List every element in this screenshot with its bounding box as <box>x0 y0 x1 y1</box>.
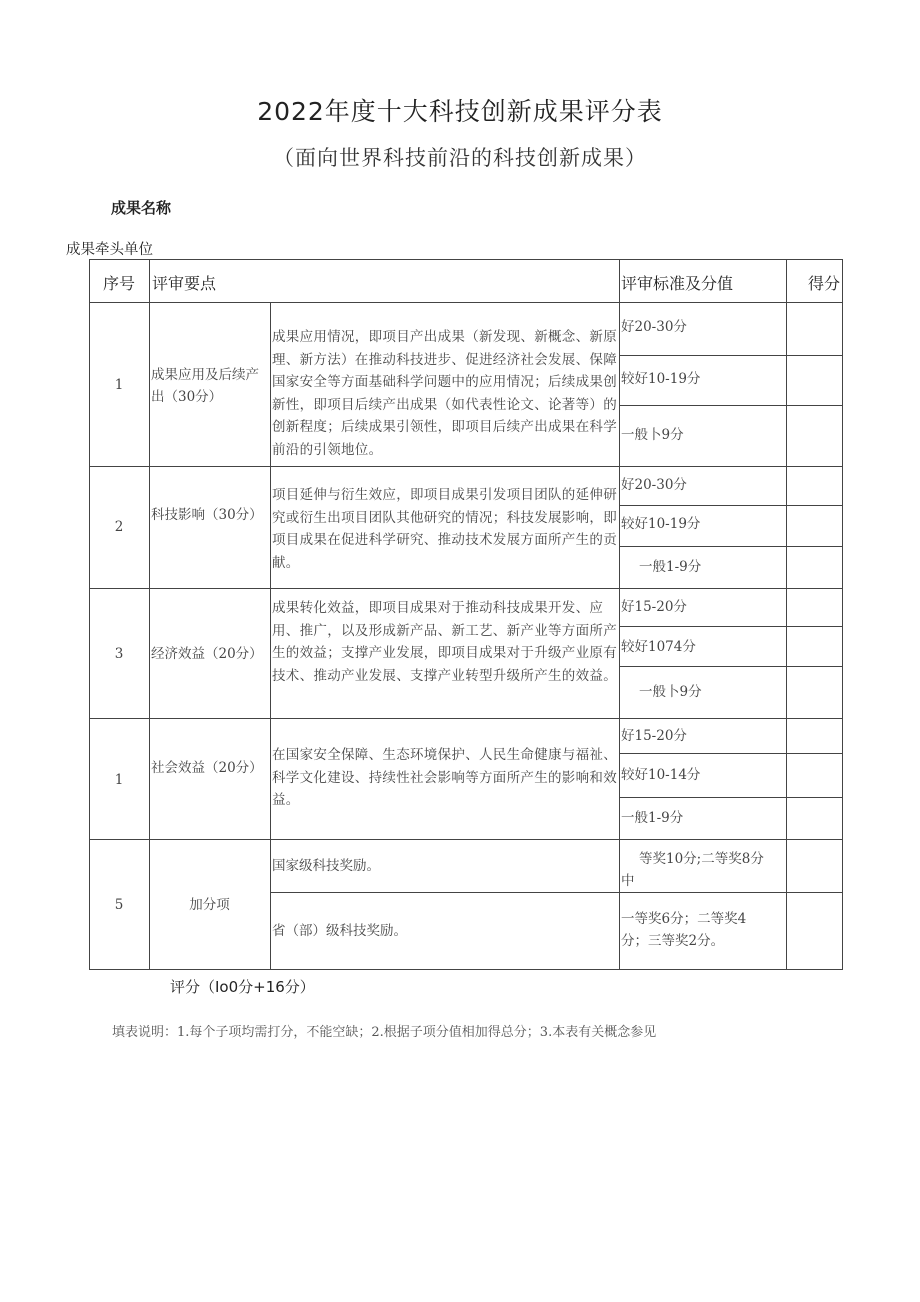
row-description: 在国家安全保障、生态环境保护、人民生命健康与福祉、科学文化建设、持续性社会影响等方面所产生的影响和效益。 <box>272 747 617 808</box>
header-seq: 序号 <box>102 274 135 293</box>
row-description: 成果应用情况，即项目产出成果（新发现、新概念、新原理、新方法）在推动科技进步、促进经济社会发展、保障国家安全等方面基础科学问题中的应用情况；后续成果创新性，即项目后续产出成果（如代表性论文、论著等）的创新程度；后续成果引领性，即项目后续产出成果在科学前沿的引领地位。 <box>272 329 617 458</box>
row-item: 经济效益（20分） <box>151 646 263 662</box>
level-fair: 较好1074分 <box>621 639 696 655</box>
total-score: 评分（Io0分+16分） <box>170 978 315 996</box>
page-subtitle: （面向世界科技前沿的科技创新成果） <box>273 146 647 170</box>
row-seq: 1 <box>114 772 124 788</box>
page-title: 2022年度十大科技创新成果评分表 <box>257 97 663 126</box>
level-fair: 较好10-19分 <box>621 516 701 532</box>
level-average: 一般卜9分 <box>621 427 684 443</box>
fill-instructions: 填表说明：1.每个子项均需打分，不能空缺；2.根据子项分值相加得总分；3.本表有关概念参见 <box>112 1025 657 1040</box>
achievement-name-label: 成果名称 <box>111 199 172 217</box>
row-description: 项目延伸与衍生效应，即项目成果引发项目团队的延伸研究或衍生出项目团队其他研究的情况；科技发展影响，即项目成果在促进科学研究、推动技术发展方面所产生的贡献。 <box>272 487 617 571</box>
bonus-provincial-desc: 省（部）级科技奖励。 <box>272 923 407 939</box>
level-average: 一般卜9分 <box>639 684 702 700</box>
row-seq: 2 <box>114 519 124 535</box>
lead-unit-label: 成果牵头单位 <box>66 242 153 258</box>
row-item: 社会效益（20分） <box>151 760 263 776</box>
header-criteria: 评审要点 <box>152 274 217 293</box>
level-good: 好20-30分 <box>621 319 687 335</box>
level-fair: 较好10-19分 <box>621 371 701 387</box>
bonus-national-standard: 等奖10分;二等奖8分中 <box>621 851 764 889</box>
header-standard: 评审标准及分值 <box>621 274 734 293</box>
level-good: 好15-20分 <box>621 728 687 744</box>
level-good: 好15-20分 <box>621 599 687 615</box>
row-seq: 1 <box>114 377 124 393</box>
level-fair: 较好10-14分 <box>621 767 701 783</box>
level-average: 一般1-9分 <box>621 810 684 826</box>
row-description: 成果转化效益，即项目成果对于推动科技成果开发、应用、推广，以及形成新产品、新工艺、新产业等方面所产生的效益；支撑产业发展，即项目成果对于升级产业原有技术、推动产业发展、支撑产业转型升级所产生的效益。 <box>272 600 617 684</box>
level-average: 一般1-9分 <box>639 559 702 575</box>
row-item: 科技影响（30分） <box>151 507 263 523</box>
row-seq: 5 <box>114 897 124 913</box>
header-score: 得分 <box>808 274 841 293</box>
row-seq: 3 <box>114 646 124 662</box>
row-item: 成果应用及后续产出（30分） <box>151 367 259 405</box>
bonus-provincial-standard: 一等奖6分；二等奖4分；三等奖2分。 <box>621 911 747 949</box>
bonus-national-desc: 国家级科技奖励。 <box>272 858 380 874</box>
row-item: 加分项 <box>189 897 230 913</box>
level-good: 好20-30分 <box>621 477 687 493</box>
